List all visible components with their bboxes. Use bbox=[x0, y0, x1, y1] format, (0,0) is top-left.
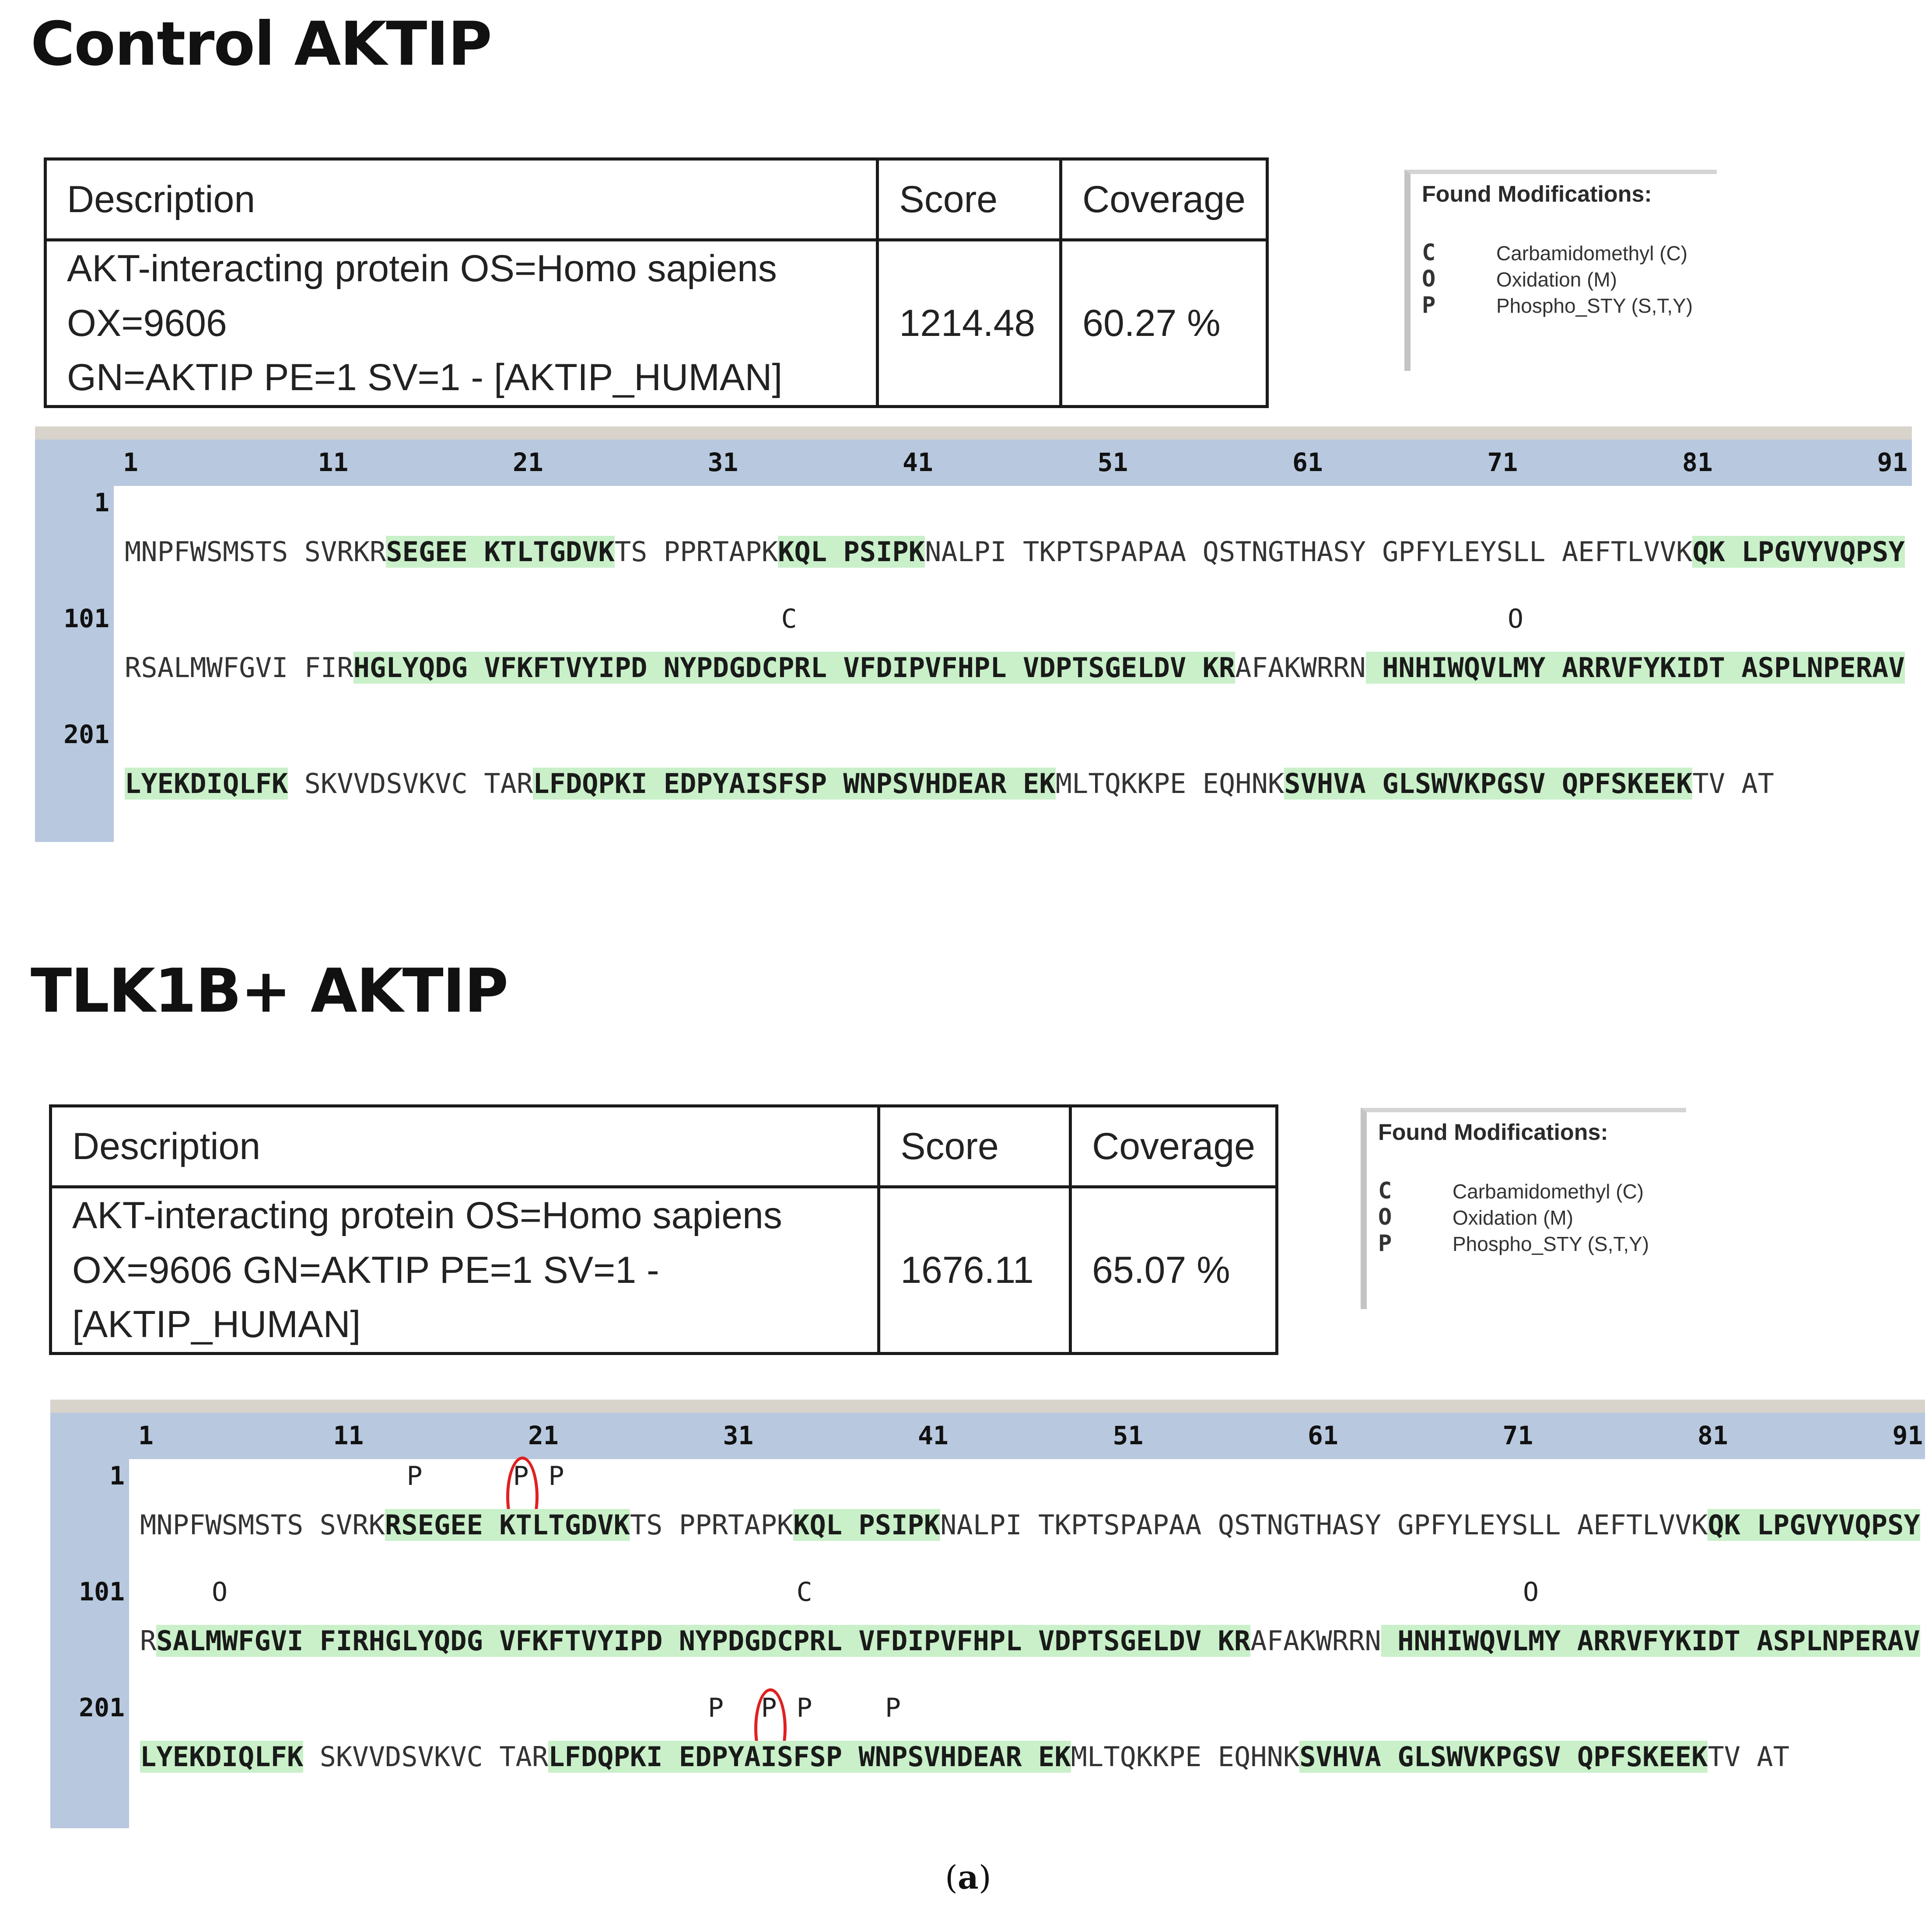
covered-peptide: SVHVA GLSWVKPGSV QPFSKEEK bbox=[1284, 768, 1693, 800]
ruler-number: 41 bbox=[918, 1421, 948, 1450]
legend-label: Phospho_STY (S,T,Y) bbox=[1496, 294, 1693, 317]
uncovered-sequence: TV AT bbox=[1708, 1741, 1790, 1773]
covered-peptide: LYEKDIQLFK bbox=[140, 1741, 304, 1773]
figure-caption bbox=[945, 1859, 991, 1897]
table-row bbox=[51, 1187, 1277, 1354]
row-number: 1 bbox=[109, 1461, 125, 1491]
row-number: 101 bbox=[63, 604, 109, 633]
covered-peptide: LFDQPKI EDPYAISFSP WNPSVHDEAR EK bbox=[533, 768, 1056, 800]
covered-peptide: HNHIWQVLMY ARR bbox=[1365, 652, 1611, 684]
uncovered-sequence: MNPFWSMSTS SVRK bbox=[140, 1509, 385, 1541]
legend-item bbox=[1378, 1230, 1649, 1257]
legend-label: Oxidation (M) bbox=[1496, 268, 1617, 291]
legend-code: O bbox=[1378, 1204, 1392, 1230]
sequence-line bbox=[125, 652, 1905, 684]
modification-mark: O bbox=[1522, 1577, 1539, 1607]
header-score: Score bbox=[878, 159, 1061, 240]
uncovered-sequence: R bbox=[140, 1625, 157, 1657]
row-number: 1 bbox=[94, 488, 109, 517]
ruler-number: 51 bbox=[1097, 447, 1128, 477]
score-cell: 1214.48 bbox=[878, 240, 1061, 407]
legend-code: C bbox=[1422, 240, 1436, 266]
ruler-number: 61 bbox=[1308, 1421, 1338, 1450]
ruler-number: 81 bbox=[1682, 447, 1713, 477]
legend-item bbox=[1422, 240, 1687, 266]
legend-label: Carbamidomethyl (C) bbox=[1496, 242, 1688, 265]
protein-result-table-control bbox=[44, 157, 1269, 408]
ruler-number: 11 bbox=[318, 447, 349, 477]
header-description: Description bbox=[51, 1106, 879, 1187]
modification-mark: P bbox=[707, 1693, 724, 1723]
uncovered-sequence: RSALMWFGVI FIR bbox=[125, 652, 354, 684]
ruler-number: 21 bbox=[528, 1421, 559, 1450]
covered-peptide: RSEGEE KTLTGDVK bbox=[385, 1509, 630, 1541]
sequence-line bbox=[140, 1741, 1789, 1773]
modification-mark: P bbox=[513, 1461, 529, 1491]
caption-letter: a bbox=[957, 1859, 979, 1897]
sequence-viewer-control bbox=[35, 426, 1912, 842]
table-row bbox=[46, 240, 1267, 407]
uncovered-sequence: MNPFWSMSTS SVRKR bbox=[125, 536, 386, 568]
uncovered-sequence: MLTQKKPE EQHNK bbox=[1071, 1741, 1300, 1773]
description-cell bbox=[51, 1187, 879, 1354]
description-cell bbox=[46, 240, 878, 407]
legend-code: P bbox=[1378, 1230, 1392, 1257]
modification-mark: C bbox=[781, 604, 797, 634]
modification-mark: P bbox=[885, 1693, 901, 1723]
header-coverage: Coverage bbox=[1071, 1106, 1277, 1187]
caption-open: ( bbox=[945, 1859, 958, 1897]
legend-label: Carbamidomethyl (C) bbox=[1452, 1180, 1644, 1203]
ruler-number: 41 bbox=[903, 447, 933, 477]
covered-peptide: SALMWFGVI FIRHGLYQDG VFKFTVYIPD NYPDGDCPRL VFDIPVFHPL VDPTSGELDV KR bbox=[156, 1625, 1251, 1657]
uncovered-sequence: TS PPRTAPK bbox=[630, 1509, 794, 1541]
modification-mark: O bbox=[211, 1577, 228, 1607]
caption-close: ) bbox=[978, 1859, 991, 1897]
covered-peptide: LFDQPKI EDPYAISFSP WNPSVHDEAR EK bbox=[548, 1741, 1071, 1773]
legend-label: Oxidation (M) bbox=[1452, 1206, 1574, 1229]
legend-code: O bbox=[1422, 266, 1436, 292]
legend-code: P bbox=[1422, 292, 1436, 318]
description-line: GN=AKTIP PE=1 SV=1 - [AKTIP_HUMAN] bbox=[67, 356, 783, 399]
legend-item bbox=[1422, 292, 1693, 318]
header-coverage: Coverage bbox=[1061, 159, 1267, 240]
uncovered-sequence: TS PPRTAPK bbox=[614, 536, 778, 568]
modification-mark: C bbox=[796, 1577, 812, 1607]
modification-mark: P bbox=[406, 1461, 423, 1491]
found-modifications-legend-control bbox=[1404, 170, 1717, 371]
ruler-number: 11 bbox=[333, 1421, 364, 1450]
sequence-line bbox=[125, 536, 1905, 568]
legend-item bbox=[1378, 1204, 1573, 1230]
ruler-number: 81 bbox=[1698, 1421, 1728, 1450]
uncovered-sequence: AFAKWRRN bbox=[1250, 1625, 1381, 1657]
row-number-gutter bbox=[35, 486, 114, 842]
viewer-top-bar bbox=[50, 1400, 1925, 1413]
table-header-row bbox=[46, 159, 1267, 240]
ruler-bar bbox=[50, 1413, 1925, 1459]
legend-label: Phospho_STY (S,T,Y) bbox=[1452, 1233, 1649, 1255]
panel-title-control: Control AKTIP bbox=[31, 9, 491, 79]
header-score: Score bbox=[879, 1106, 1071, 1187]
legend-title: Found Modifications: bbox=[1378, 1120, 1608, 1145]
coverage-cell: 60.27 % bbox=[1061, 240, 1267, 407]
ruler-number: 51 bbox=[1113, 1421, 1144, 1450]
ruler-number: 1 bbox=[123, 447, 138, 477]
uncovered-sequence: MLTQKKPE EQHNK bbox=[1055, 768, 1284, 800]
sequence-line bbox=[125, 768, 1774, 800]
modification-mark: P bbox=[548, 1461, 564, 1491]
description-line: AKT-interacting protein OS=Homo sapiens bbox=[72, 1195, 782, 1236]
covered-peptide: KQL PSIPK bbox=[793, 1509, 941, 1541]
covered-peptide: SEGEE KTLTGDVK bbox=[386, 536, 615, 568]
ruler-number: 21 bbox=[513, 447, 543, 477]
ruler-number: 31 bbox=[723, 1421, 754, 1450]
modification-mark: P bbox=[796, 1693, 812, 1723]
row-number: 101 bbox=[79, 1577, 125, 1607]
ruler-number: 71 bbox=[1502, 1421, 1533, 1450]
sequence-line bbox=[140, 1509, 1920, 1541]
panel-title-tlk1b: TLK1B+ AKTIP bbox=[31, 956, 508, 1026]
ruler-number: 31 bbox=[707, 447, 738, 477]
modification-mark: P bbox=[761, 1693, 777, 1723]
uncovered-sequence: NALPI TKPTSPAPAA QSTNGTHASY GPFYLEYSLL AEFTLVVK bbox=[925, 536, 1693, 568]
row-number: 201 bbox=[63, 719, 109, 749]
viewer-top-bar bbox=[35, 426, 1912, 440]
covered-peptide: SVHVA GLSWVKPGSV QPFSKEEK bbox=[1299, 1741, 1708, 1773]
ruler-bar bbox=[35, 440, 1912, 486]
covered-peptide: HNHIWQVLMY ARRVFYKIDT ASPLNPERAV bbox=[1381, 1625, 1920, 1657]
covered-peptide: QK LPGVYVQPSY bbox=[1692, 536, 1905, 568]
uncovered-sequence: TV AT bbox=[1692, 768, 1774, 800]
score-cell: 1676.11 bbox=[879, 1187, 1071, 1354]
row-number: 201 bbox=[79, 1693, 125, 1722]
legend-code: C bbox=[1378, 1178, 1392, 1204]
uncovered-sequence: SKVVDSVKVC TAR bbox=[303, 1741, 549, 1773]
sequence-viewer-tlk1b bbox=[50, 1400, 1925, 1828]
protein-result-table-tlk1b bbox=[49, 1104, 1278, 1355]
coverage-cell: 65.07 % bbox=[1071, 1187, 1277, 1354]
sequence-line bbox=[140, 1625, 1920, 1657]
uncovered-sequence: NALPI TKPTSPAPAA QSTNGTHASY GPFYLEYSLL AEFTLVVK bbox=[940, 1509, 1708, 1541]
covered-peptide: QK LPGVYVQPSY bbox=[1708, 1509, 1920, 1541]
header-description: Description bbox=[46, 159, 878, 240]
description-line: AKT-interacting protein OS=Homo sapiens OX=9606 bbox=[67, 248, 777, 344]
legend-item bbox=[1378, 1178, 1644, 1204]
table-header-row bbox=[51, 1106, 1277, 1187]
description-line: OX=9606 GN=AKTIP PE=1 SV=1 - [AKTIP_HUMAN] bbox=[72, 1249, 659, 1346]
row-number-gutter bbox=[50, 1459, 129, 1828]
uncovered-sequence: AFAKWRRN bbox=[1235, 652, 1366, 684]
covered-peptide: VFYKIDT ASPLNPERAV bbox=[1610, 652, 1905, 684]
found-modifications-legend-tlk1b bbox=[1361, 1108, 1686, 1309]
legend-item bbox=[1422, 266, 1617, 292]
covered-peptide: HGLYQDG VFKFTVYIPD NYPDGDCPRL VFDIPVFHPL VDPTSGELDV KR bbox=[353, 652, 1236, 684]
ruler-number: 71 bbox=[1487, 447, 1518, 477]
covered-peptide: LYEKDIQLFK bbox=[125, 768, 288, 800]
ruler-number: 1 bbox=[138, 1421, 154, 1450]
legend-title: Found Modifications: bbox=[1422, 182, 1652, 207]
modification-mark: O bbox=[1507, 604, 1524, 634]
ruler-number: 61 bbox=[1292, 447, 1323, 477]
uncovered-sequence: SKVVDSVKVC TAR bbox=[288, 768, 533, 800]
ruler-number: 91 bbox=[1892, 1421, 1923, 1450]
covered-peptide: KQL PSIPK bbox=[778, 536, 925, 568]
ruler-number: 91 bbox=[1877, 447, 1908, 477]
